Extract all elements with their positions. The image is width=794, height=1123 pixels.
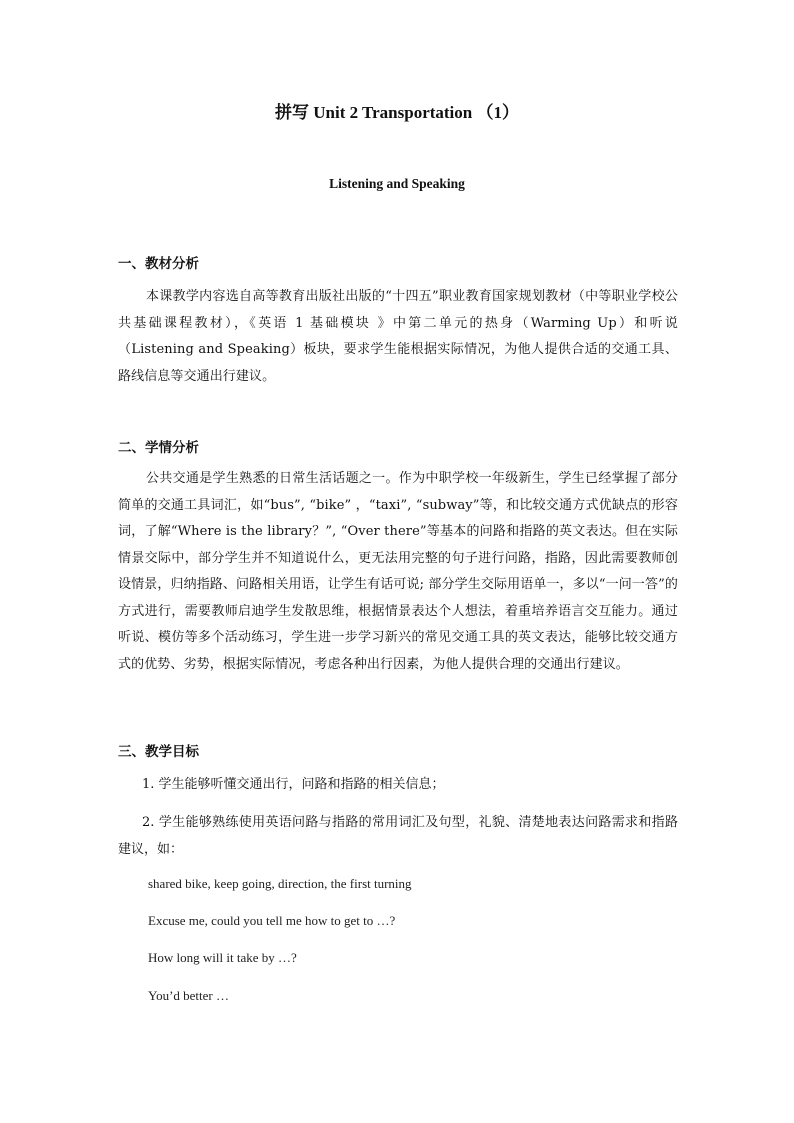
example-phrase: How long will it take by …? <box>148 950 297 965</box>
section-heading-student-analysis: 二、学情分析 <box>118 440 199 456</box>
example-phrase: You’d better … <box>148 988 230 1003</box>
example-phrase: shared bike, keep going, direction, the first turning <box>148 876 412 891</box>
example-phrase: Excuse me, could you tell me how to get to …? <box>148 913 396 928</box>
objective-item: 2. 学生能够熟练使用英语问路与指路的常用词汇及句型，礼貌、清楚地表达问路需求和指路建议，如： <box>118 815 678 857</box>
section-heading-textbook-analysis: 一、教材分析 <box>118 256 199 272</box>
objective-item: 1. 学生能够听懂交通出行，问路和指路的相关信息； <box>142 777 445 792</box>
section-paragraph-textbook-analysis: 本课教学内容选自高等教育出版社出版的“十四五”职业教育国家规划教材（中等职业学校公共基础课程教材），《英语 1 基础模块 》中第二单元的热身（Warming Up）和听说（Listening and Speaking）板块，要求学生能根据实际情况，为他人提供合适的交通工具、路线信息等交通出行建议。 <box>118 289 678 384</box>
section-paragraph-student-analysis: 公共交通是学生熟悉的日常生活话题之一。作为中职学校一年级新生，学生已经掌握了部分简单的交通工具词汇，如“bus”, “bike” ，“taxi”, “subway”等，和比较交通方式优缺点的形容词，了解“Where is the library？”, “Over there”等基本的问路和指路的英文表达。但在实际情景交际中，部分学生并不知道说什么，更无法用完整的句子进行问路，指路，因此需要教师创设情景，归纳指路、问路相关用语，让学生有话可说; 部分学生交际用语单一，多以“一问一答”的方式进行，需要教师启迪学生发散思维，根据情景表达个人想法，着重培养语言交互能力。通过听说、模仿等多个活动练习，学生进一步学习新兴的常见交通工具的英文表达，能够比较交通方式的优势、劣势，根据实际情况，考虑各种出行因素，为他人提供合理的交通出行建议。 <box>118 471 678 672</box>
document-title: 拼写 Unit 2 Transportation （1） <box>274 103 519 122</box>
document-subtitle: Listening and Speaking <box>329 176 465 191</box>
section-heading-teaching-objectives: 三、教学目标 <box>118 744 199 760</box>
